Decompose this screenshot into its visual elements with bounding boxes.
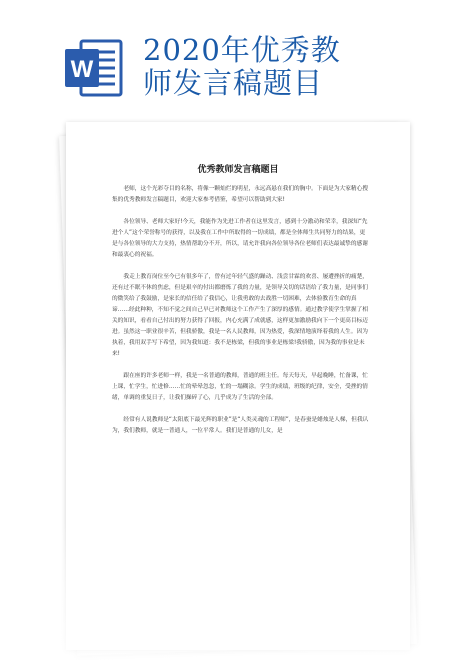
document-body	[112, 184, 370, 448]
paragraph: 经常有人说教师是“太阳底下最光辉的职业”是“人类灵魂的工程师”，是春蚕是蜡烛是人梯，但我认为，我们教师，就是一普通人，一位平常人。我们是普通的儿女，是	[112, 417, 369, 434]
word-document-icon	[63, 37, 125, 99]
paragraph: 老师，这个光彩夺目的名称，将像一颗灿烂的明星，永远高悬在我们的胸中。下面是为大家精心搜集的优秀教师发言稿题目，欢迎大家参考借鉴，希望可以帮助到大家!	[112, 186, 368, 203]
paragraph: 我走上教育岗位至今已有很多年了，曾有过年轻气盛的躁动、浅尝甘霖的欢喜、屡遭挫折的痛楚，还有过不眠不休的焦虑，但是艰辛的付出都磨炼了我的力量，是领导关切的话语给了我力量，是同事们的微笑给了我鼓励，是家长的信任给了我信心，让我勇敢的去战胜一切困难，去体验教育生命的真谛……经此种种，不知不觉之间自己早已对教师这个工作产生了深厚的感情。通过教学使学生掌握了相关的知识，看看自己付出的努力获得了回报，内心充满了成就感，这样更加激励我向下一个更高目标迈进。虽然这一职业很辛苦，但我骄傲，我是一名人民教师，因为热爱，我深情地演绎着我的人生。因为执着，我用双手写下希望，因为我知道：我不是栋梁，但我的事业是栋梁!我骄傲，因为我的事业是未来!	[112, 274, 368, 357]
header-banner	[0, 0, 474, 118]
bottom-fade-overlay	[0, 519, 474, 669]
page-title-line-2: 师发言稿题目	[143, 66, 324, 100]
document-title: 优秀教师发言稿题目	[197, 165, 279, 175]
paragraph: 各位领导、老师大家好!今天，我能作为先进工作者在这里发言，感到十分激动和荣幸，我深知“先进个人”这个荣誉称号的获得，以及我在工作中所取得的一切成绩，都是全体师生共同努力的结果，更是与各位领导的大力支持，热情帮助分不开，所以，请允许我向各位领导各位老师们表达最诚挚的感谢和最衷心的祝福。	[112, 219, 368, 258]
word-logo-letter: W	[70, 56, 94, 83]
page-title	[143, 34, 463, 100]
page-title-line-1: 2020年优秀教	[143, 33, 341, 67]
paragraph: 跟在座的许多老师一样，我是一名普通的教师，普通的班主任。每天每天，早起晚睡，忙备课，忙上课，忙学生，忙进修……忙的晕晕忽忽，忙的一塌糊涂。学生的成绩，班级的纪律，安全，受挫的情绪，单调的重复日子，让我们操碎了心，几乎成为了生活的全部。	[112, 373, 368, 401]
